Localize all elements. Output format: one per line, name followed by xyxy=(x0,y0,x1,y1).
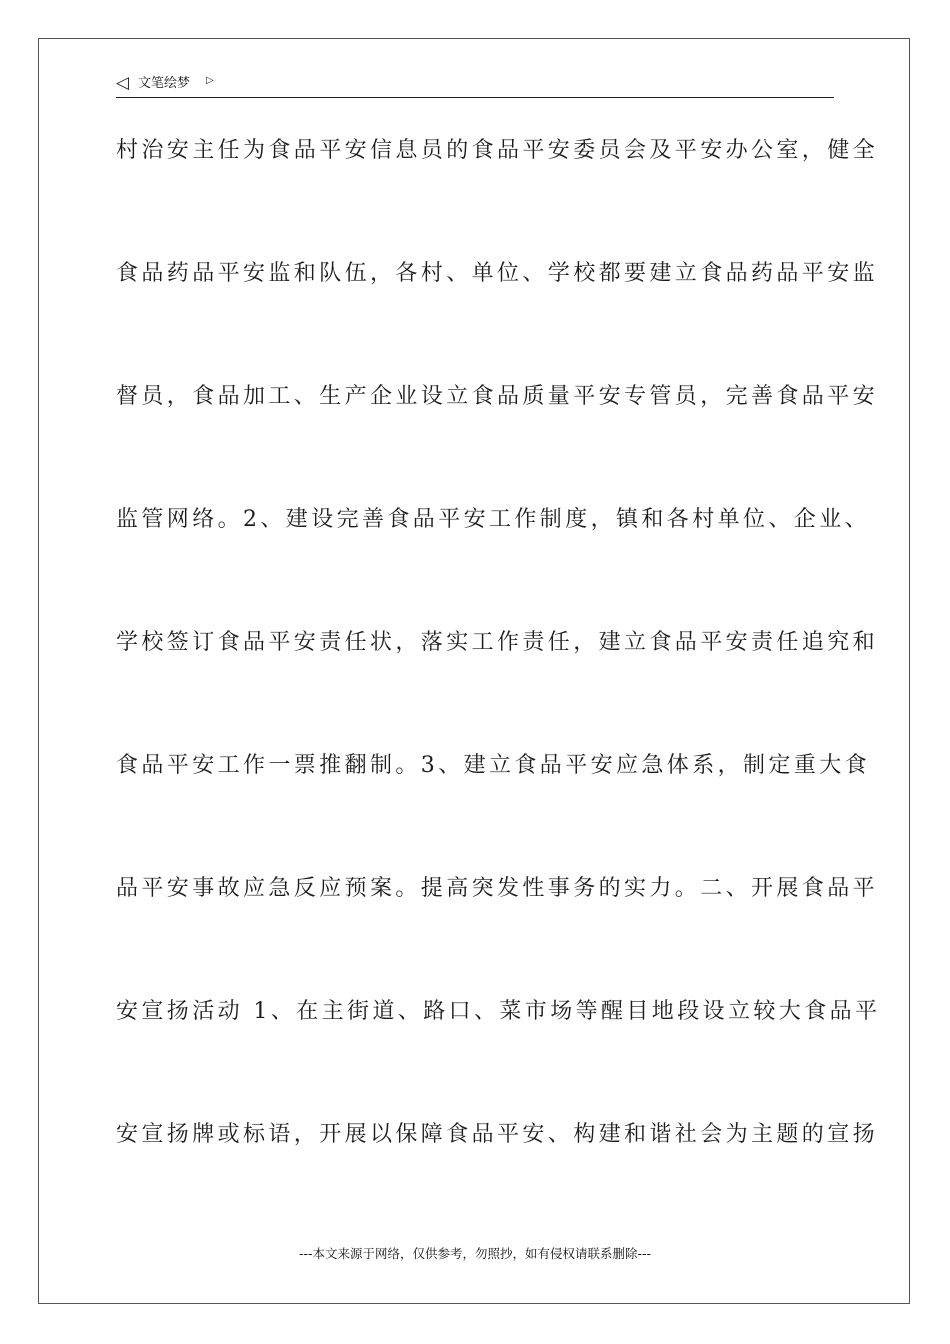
body-line: 品平安事故应急反应预案。提高突发性事务的实力。二、开展食品平 xyxy=(116,876,879,901)
body-line: 村治安主任为食品平安信息员的食品平安委员会及平安办公室，健全 xyxy=(116,138,879,163)
body-line: 监管网络。2、建设完善食品平安工作制度，镇和各村单位、企业、 xyxy=(116,507,870,532)
body-line: 食品药品平安监和队伍，各村、单位、学校都要建立食品药品平安监 xyxy=(116,261,879,286)
triangle-right-icon: ▷ xyxy=(206,75,214,86)
triangle-left-icon: ◁ xyxy=(116,73,130,93)
body-line: 安宣扬活动 1、在主街道、路口、菜市场等醒目地段设立较大食品平 xyxy=(116,999,881,1024)
body-line: 督员，食品加工、生产企业设立食品质量平安专管员，完善食品平安 xyxy=(116,384,879,409)
body-line: 食品平安工作一票推翻制。3、建立食品平安应急体系，制定重大食 xyxy=(116,753,870,778)
page-header xyxy=(116,72,834,98)
document-body xyxy=(116,124,881,1231)
body-line: 安宣扬牌或标语，开展以保障食品平安、构建和谐社会为主题的宣扬 xyxy=(116,1122,879,1147)
footer-disclaimer: ---本文来源于网络，仅供参考，勿照抄，如有侵权请联系删除--- xyxy=(298,1246,652,1261)
body-line: 学校签订食品平安责任状，落实工作责任，建立食品平安责任追究和 xyxy=(116,630,879,655)
header-title: 文笔绘梦 xyxy=(138,76,191,91)
